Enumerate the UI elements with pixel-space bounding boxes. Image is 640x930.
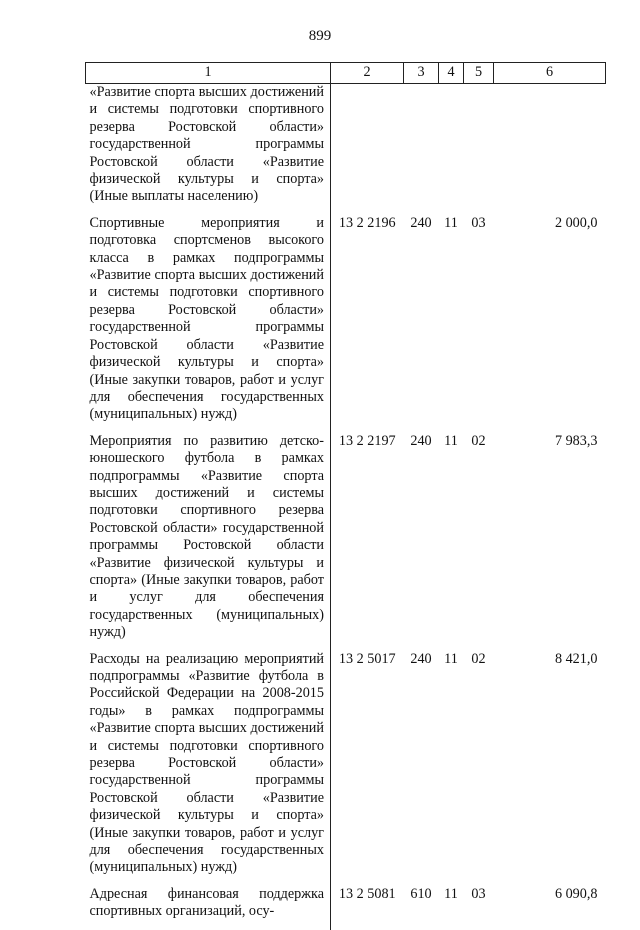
row-vr: 610 — [410, 885, 432, 902]
row-pr: 03 — [471, 885, 486, 902]
row-vr: 240 — [410, 214, 432, 231]
row-pr — [464, 84, 494, 215]
row-vr: 240 — [410, 650, 432, 667]
row-rz: 11 — [444, 650, 458, 667]
header-col-1: 1 — [86, 63, 331, 84]
row-description: Расходы на реализацию мероприятий подпрограммы «Развитие футбола в Российской Федерации на 2008-2015 годы» в рамках подпрограммы «Развитие спорта высших достижений и системы подготовки спортивного резерва Ростовской области» государственной программы Ростовской области «Развитие физической культуры и спорта» (Иные закупки товаров, работ и услуг для обеспечения государственных (муниципальных) нужд) — [89, 650, 324, 876]
row-code: 13 2 5081 — [331, 886, 404, 930]
header-row — [86, 63, 606, 84]
row-code: 13 2 2197 — [331, 433, 404, 651]
page-number: 899 — [308, 28, 332, 44]
row-description: Адресная финансовая поддержка спортивных организаций, осу- — [89, 885, 324, 920]
table-row — [86, 886, 606, 930]
row-description: Спортивные мероприятия и подготовка спортсменов высокого класса в рамках подпрограммы «Развитие спорта высших достижений и системы подготовки спортивного резерва Ростовской области» государственной программы Ростовской области «Развитие физической культуры и спорта» (Иные закупки товаров, работ и услуг для обеспечения государственных (муниципальных) нужд) — [89, 214, 324, 423]
row-amount — [494, 84, 606, 215]
header-col-5: 5 — [464, 63, 494, 84]
row-vr — [404, 84, 439, 215]
row-pr: 02 — [471, 432, 486, 449]
row-amount: 2 000,0 — [554, 214, 598, 231]
row-code — [331, 84, 404, 215]
row-description: «Развитие спорта высших достижений и системы подготовки спортивного резерва Ростовской области» государственной программы Ростовской области «Развитие физической культуры и спорта» (Иные выплаты населению) — [89, 84, 324, 205]
row-code: 13 2 2196 — [331, 215, 404, 433]
row-amount: 8 421,0 — [554, 650, 598, 667]
table-row — [86, 215, 606, 433]
row-amount: 7 983,3 — [554, 432, 598, 449]
header-col-2: 2 — [331, 63, 404, 84]
row-pr: 03 — [471, 214, 486, 231]
header-col-4: 4 — [439, 63, 464, 84]
budget-table — [85, 62, 606, 930]
table-row — [86, 651, 606, 886]
row-amount: 6 090,8 — [554, 885, 598, 902]
row-rz: 11 — [444, 432, 458, 449]
row-description: Мероприятия по развитию детско-юношеского футбола в рамках подпрограммы «Развитие спорта высших достижений и системы подготовки спортивного резерва Ростовской области» государственной программы Ростовской области «Развитие физической культуры и спорта» (Иные закупки товаров, работ и услуг для обеспечения государственных (муниципальных) нужд) — [89, 432, 324, 641]
row-pr: 02 — [471, 650, 486, 667]
row-code: 13 2 5017 — [331, 651, 404, 886]
table-row — [86, 84, 606, 215]
header-col-6: 6 — [494, 63, 606, 84]
header-col-3: 3 — [404, 63, 439, 84]
row-rz: 11 — [444, 885, 458, 902]
row-vr: 240 — [410, 432, 432, 449]
row-rz — [439, 84, 464, 215]
table-row — [86, 433, 606, 651]
row-rz: 11 — [444, 214, 458, 231]
